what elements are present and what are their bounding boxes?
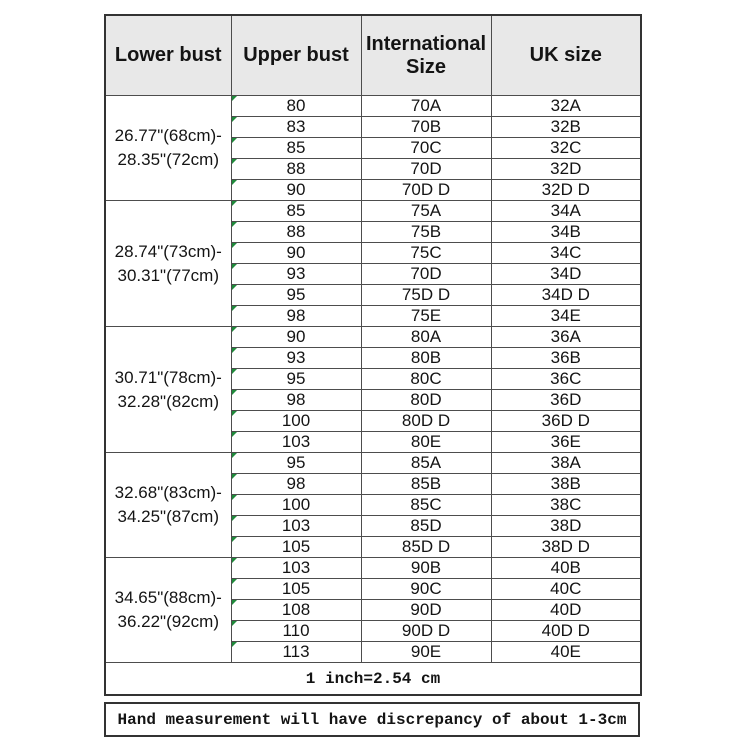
international-size-cell: [361, 117, 491, 138]
cell-value: 40E: [550, 642, 581, 661]
uk-size-cell: [491, 348, 641, 369]
lower-bust-line: 30.71"(78cm)-: [114, 367, 222, 387]
green-triangle-icon: [232, 348, 237, 353]
cell-value: 36A: [550, 327, 581, 346]
uk-size-cell: [491, 495, 641, 516]
green-triangle-icon: [232, 390, 237, 395]
cell-value: 88: [286, 222, 306, 241]
cell-value: 103: [281, 432, 311, 451]
cell-value: 90D D: [401, 621, 451, 640]
header-lower-bust: Lower bust: [105, 15, 231, 96]
international-size-cell: [361, 327, 491, 348]
cell-value: 34D: [550, 264, 582, 283]
international-size-cell: [361, 285, 491, 306]
cell-value: 36B: [550, 348, 581, 367]
cell-value: 80E: [410, 432, 442, 451]
cell-value: 40B: [550, 558, 581, 577]
uk-size-cell: [491, 600, 641, 621]
uk-size-cell: [491, 558, 641, 579]
cell-value: 36D D: [541, 411, 590, 430]
lower-bust-line: 34.25"(87cm): [117, 507, 219, 526]
uk-size-cell: [491, 369, 641, 390]
cell-value: 38C: [550, 495, 582, 514]
cell-value: 40D: [550, 600, 582, 619]
green-triangle-icon: [232, 579, 237, 584]
green-triangle-icon: [232, 264, 237, 269]
cell-value: 93: [286, 264, 306, 283]
upper-bust-cell: [231, 390, 361, 411]
upper-bust-cell: [231, 642, 361, 663]
upper-bust-cell: [231, 558, 361, 579]
international-size-cell: [361, 579, 491, 600]
measurement-disclaimer: Hand measurement will have discrepancy of about 1-3cm: [104, 702, 640, 737]
upper-bust-cell: [231, 138, 361, 159]
cell-value: 85: [286, 201, 306, 220]
cell-value: 80B: [410, 348, 442, 367]
conversion-note: 1 inch=2.54 cm: [105, 663, 641, 696]
cell-value: 85D D: [401, 537, 451, 556]
cell-value: 36E: [550, 432, 581, 451]
green-triangle-icon: [232, 432, 237, 437]
upper-bust-cell: [231, 474, 361, 495]
upper-bust-cell: [231, 243, 361, 264]
green-triangle-icon: [232, 558, 237, 563]
cell-value: 83: [286, 117, 306, 136]
upper-bust-cell: [231, 180, 361, 201]
cell-value: 70C: [410, 138, 442, 157]
uk-size-cell: [491, 537, 641, 558]
header-row: [105, 15, 641, 96]
cell-value: 90: [286, 243, 306, 262]
cell-value: 80A: [410, 327, 442, 346]
international-size-cell: [361, 558, 491, 579]
cell-value: 85: [286, 138, 306, 157]
green-triangle-icon: [232, 411, 237, 416]
table-row: [105, 558, 641, 579]
header-international-size: International Size: [361, 15, 491, 96]
upper-bust-cell: [231, 495, 361, 516]
cell-value: 32C: [550, 138, 582, 157]
international-size-cell: [361, 96, 491, 117]
international-size-cell: [361, 390, 491, 411]
cell-value: 88: [286, 159, 306, 178]
green-triangle-icon: [232, 474, 237, 479]
uk-size-cell: [491, 243, 641, 264]
cell-value: 34D D: [541, 285, 590, 304]
table-header: [105, 15, 641, 96]
international-size-cell: [361, 222, 491, 243]
uk-size-cell: [491, 222, 641, 243]
cell-value: 80C: [410, 369, 442, 388]
uk-size-cell: [491, 453, 641, 474]
cell-value: 105: [281, 537, 311, 556]
lower-bust-line: 28.74"(73cm)-: [114, 241, 222, 261]
lower-bust-cell: [105, 558, 231, 663]
cell-value: 38D: [550, 516, 582, 535]
cell-value: 32B: [550, 117, 581, 136]
cell-value: 103: [281, 558, 311, 577]
cell-value: 70D: [410, 264, 442, 283]
lower-bust-line: 34.65"(88cm)-: [114, 588, 222, 607]
uk-size-cell: [491, 138, 641, 159]
green-triangle-icon: [232, 306, 237, 311]
international-size-cell: [361, 348, 491, 369]
green-triangle-icon: [232, 642, 237, 647]
uk-size-cell: [491, 159, 641, 180]
upper-bust-cell: [231, 348, 361, 369]
upper-bust-cell: [231, 369, 361, 390]
cell-value: 80D: [410, 390, 442, 409]
cell-value: 70D: [410, 159, 442, 178]
cell-value: 38A: [550, 453, 581, 472]
cell-value: 110: [282, 621, 310, 640]
green-triangle-icon: [232, 138, 237, 143]
cell-value: 85D: [410, 516, 442, 535]
green-triangle-icon: [232, 96, 237, 101]
cell-value: 32D D: [541, 180, 590, 199]
upper-bust-cell: [231, 411, 361, 432]
international-size-cell: [361, 600, 491, 621]
upper-bust-cell: [231, 201, 361, 222]
upper-bust-cell: [231, 117, 361, 138]
upper-bust-cell: [231, 222, 361, 243]
cell-value: 105: [281, 579, 311, 598]
uk-size-cell: [491, 621, 641, 642]
upper-bust-cell: [231, 600, 361, 621]
cell-value: 34B: [550, 222, 581, 241]
cell-value: 93: [286, 348, 306, 367]
green-triangle-icon: [232, 495, 237, 500]
cell-value: 108: [281, 600, 311, 619]
uk-size-cell: [491, 411, 641, 432]
cell-value: 70A: [410, 96, 442, 115]
cell-value: 75A: [410, 201, 442, 220]
cell-value: 98: [286, 390, 306, 409]
lower-bust-line: 30.31"(77cm): [117, 265, 219, 285]
green-triangle-icon: [232, 453, 237, 458]
cell-value: 40D D: [541, 621, 590, 640]
cell-value: 75C: [410, 243, 442, 262]
international-size-cell: [361, 516, 491, 537]
cell-value: 103: [281, 516, 311, 535]
cell-value: 75E: [410, 306, 442, 325]
cell-value: 32A: [550, 96, 581, 115]
cell-value: 98: [286, 306, 306, 325]
lower-bust-line: 36.22"(92cm): [117, 612, 219, 631]
cell-value: 90C: [410, 579, 442, 598]
lower-bust-cell: [105, 96, 231, 201]
upper-bust-cell: [231, 306, 361, 327]
international-size-cell: [361, 264, 491, 285]
uk-size-cell: [491, 201, 641, 222]
green-triangle-icon: [232, 537, 237, 542]
international-size-cell: [361, 537, 491, 558]
upper-bust-cell: [231, 579, 361, 600]
lower-bust-line: 28.35"(72cm): [117, 150, 219, 169]
green-triangle-icon: [232, 516, 237, 521]
cell-value: 36C: [550, 369, 582, 388]
header-uk-size: UK size: [491, 15, 641, 96]
cell-value: 34C: [550, 243, 582, 262]
international-size-cell: [361, 453, 491, 474]
cell-value: 95: [286, 285, 306, 304]
uk-size-cell: [491, 516, 641, 537]
cell-value: 100: [281, 411, 311, 430]
green-triangle-icon: [232, 285, 237, 290]
upper-bust-cell: [231, 159, 361, 180]
uk-size-cell: [491, 642, 641, 663]
cell-value: 85B: [410, 474, 442, 493]
cell-value: 38D D: [541, 537, 590, 556]
cell-value: 85C: [410, 495, 442, 514]
green-triangle-icon: [232, 180, 237, 185]
green-triangle-icon: [232, 600, 237, 605]
uk-size-cell: [491, 432, 641, 453]
uk-size-cell: [491, 180, 641, 201]
cell-value: 80D D: [401, 411, 451, 430]
cell-value: 40C: [550, 579, 582, 598]
size-chart-table: [104, 14, 642, 696]
table-body: [105, 96, 641, 663]
international-size-cell: [361, 180, 491, 201]
international-size-cell: [361, 642, 491, 663]
cell-value: 98: [286, 474, 306, 493]
cell-value: 38B: [550, 474, 581, 493]
uk-size-cell: [491, 327, 641, 348]
international-size-cell: [361, 495, 491, 516]
uk-size-cell: [491, 390, 641, 411]
green-triangle-icon: [232, 201, 237, 206]
cell-value: 75D D: [401, 285, 451, 304]
green-triangle-icon: [232, 621, 237, 626]
footnote-row-conversion: [105, 663, 641, 696]
lower-bust-cell: [105, 327, 231, 453]
cell-value: 113: [282, 642, 310, 661]
upper-bust-cell: [231, 516, 361, 537]
cell-value: 36D: [550, 390, 582, 409]
cell-value: 95: [286, 453, 306, 472]
table-row: [105, 327, 641, 348]
cell-value: 100: [281, 495, 311, 514]
cell-value: 80: [286, 96, 306, 115]
lower-bust-line: 32.68"(83cm)-: [114, 483, 222, 502]
uk-size-cell: [491, 579, 641, 600]
table-row: [105, 96, 641, 117]
upper-bust-cell: [231, 285, 361, 306]
international-size-cell: [361, 306, 491, 327]
lower-bust-line: 26.77"(68cm)-: [114, 126, 222, 145]
green-triangle-icon: [232, 243, 237, 248]
upper-bust-cell: [231, 327, 361, 348]
international-size-cell: [361, 411, 491, 432]
international-size-cell: [361, 621, 491, 642]
cell-value: 90: [286, 180, 306, 199]
green-triangle-icon: [232, 159, 237, 164]
cell-value: 70D D: [401, 180, 451, 199]
cell-value: 75B: [410, 222, 442, 241]
lower-bust-line: 32.28"(82cm): [117, 391, 219, 411]
upper-bust-cell: [231, 453, 361, 474]
international-size-cell: [361, 432, 491, 453]
international-size-cell: [361, 159, 491, 180]
international-size-cell: [361, 474, 491, 495]
cell-value: 32D: [550, 159, 582, 178]
uk-size-cell: [491, 474, 641, 495]
cell-value: 90E: [410, 642, 442, 661]
upper-bust-cell: [231, 432, 361, 453]
lower-bust-cell: [105, 453, 231, 558]
green-triangle-icon: [232, 117, 237, 122]
table-row: [105, 453, 641, 474]
uk-size-cell: [491, 117, 641, 138]
header-upper-bust: Upper bust: [231, 15, 361, 96]
cell-value: 95: [286, 369, 306, 388]
cell-value: 90B: [410, 558, 442, 577]
uk-size-cell: [491, 306, 641, 327]
cell-value: 34A: [550, 201, 581, 220]
upper-bust-cell: [231, 264, 361, 285]
uk-size-cell: [491, 285, 641, 306]
green-triangle-icon: [232, 222, 237, 227]
uk-size-cell: [491, 96, 641, 117]
cell-value: 90D: [410, 600, 442, 619]
international-size-cell: [361, 369, 491, 390]
upper-bust-cell: [231, 96, 361, 117]
table-footnotes: [105, 663, 641, 696]
green-triangle-icon: [232, 369, 237, 374]
cell-value: 90: [286, 327, 306, 346]
upper-bust-cell: [231, 537, 361, 558]
table-row: [105, 201, 641, 222]
international-size-cell: [361, 243, 491, 264]
international-size-cell: [361, 138, 491, 159]
international-size-cell: [361, 201, 491, 222]
cell-value: 34E: [550, 306, 581, 325]
lower-bust-cell: [105, 201, 231, 327]
green-triangle-icon: [232, 327, 237, 332]
cell-value: 85A: [410, 453, 442, 472]
upper-bust-cell: [231, 621, 361, 642]
uk-size-cell: [491, 264, 641, 285]
cell-value: 70B: [410, 117, 442, 136]
